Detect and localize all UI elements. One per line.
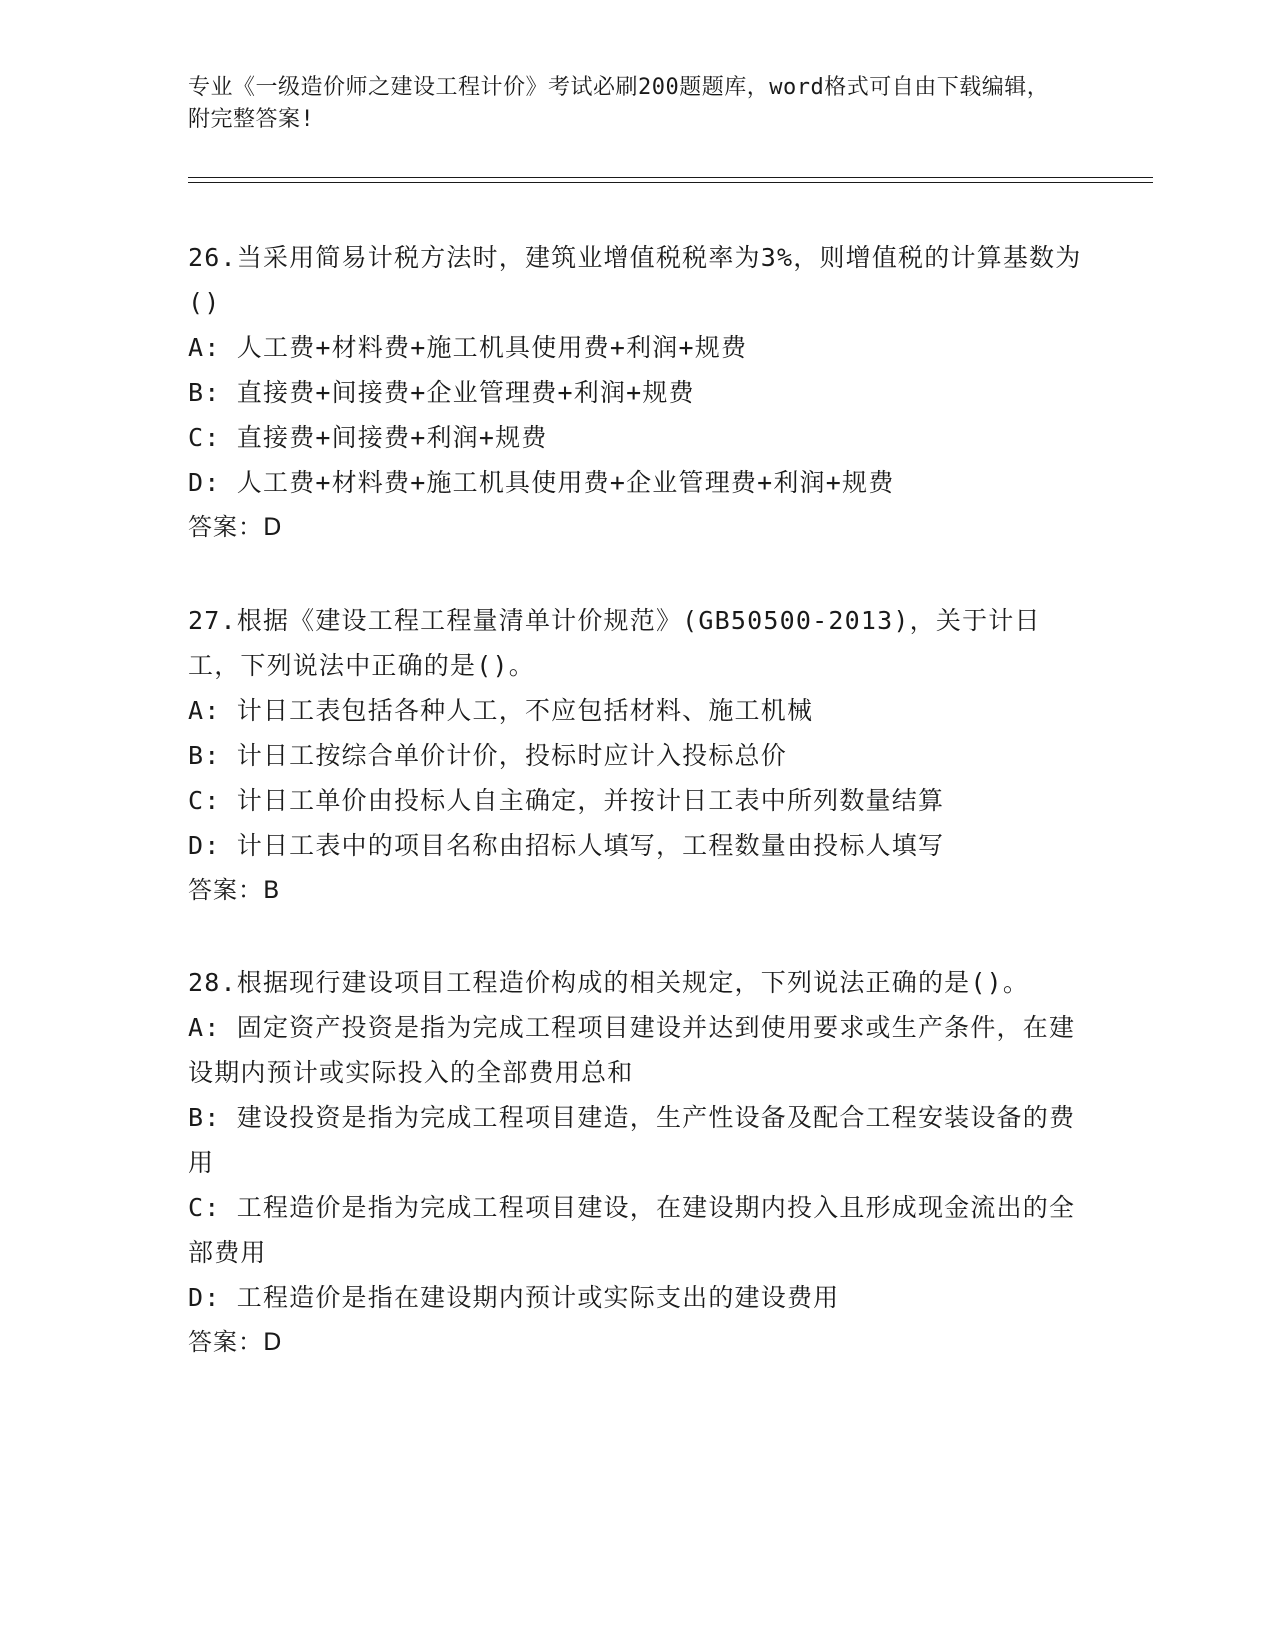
question-stem: 28.根据现行建设项目工程造价构成的相关规定，下列说法正确的是()。	[188, 968, 1030, 997]
document-header: 专业《一级造价师之建设工程计价》考试必刷200题题库，word格式可自由下载编辑，附完整答案!	[188, 75, 1050, 132]
option-d: D: 计日工表中的项目名称由招标人填写，工程数量由投标人填写	[188, 831, 945, 860]
question-stem: 26.当采用简易计税方法时，建筑业增值税税率为3%，则增值税的计算基数为()	[188, 243, 1082, 317]
question-stem: 27.根据《建设工程工程量清单计价规范》(GB50500-2013)，关于计日工，下列说法中正确的是()。	[188, 606, 1041, 680]
question-28	[188, 960, 1088, 1365]
option-c: C: 直接费+间接费+利润+规费	[188, 423, 548, 452]
option-a: A: 人工费+材料费+施工机具使用费+利润+规费	[188, 333, 748, 362]
header-divider-bottom	[188, 182, 1153, 183]
option-a: A: 计日工表包括各种人工，不应包括材料、施工机械	[188, 696, 814, 725]
option-c: C: 计日工单价由投标人自主确定，并按计日工表中所列数量结算	[188, 786, 945, 815]
option-b: B: 建设投资是指为完成工程项目建造，生产性设备及配合工程安装设备的费用	[188, 1103, 1076, 1177]
option-b: B: 直接费+间接费+企业管理费+利润+规费	[188, 378, 695, 407]
answer-line: 答案：B	[188, 876, 281, 904]
option-d: D: 工程造价是指在建设期内预计或实际支出的建设费用	[188, 1283, 840, 1312]
answer-line: 答案：D	[188, 513, 283, 541]
question-27	[188, 598, 1088, 913]
header-divider-top	[188, 177, 1153, 178]
option-d: D: 人工费+材料费+施工机具使用费+企业管理费+利润+规费	[188, 468, 895, 497]
question-26	[188, 235, 1088, 550]
answer-line: 答案：D	[188, 1328, 283, 1356]
option-a: A: 固定资产投资是指为完成工程项目建设并达到使用要求或生产条件，在建设期内预计或实际投入的全部费用总和	[188, 1013, 1076, 1087]
option-c: C: 工程造价是指为完成工程项目建设，在建设期内投入且形成现金流出的全部费用	[188, 1193, 1076, 1267]
option-b: B: 计日工按综合单价计价，投标时应计入投标总价	[188, 741, 787, 770]
